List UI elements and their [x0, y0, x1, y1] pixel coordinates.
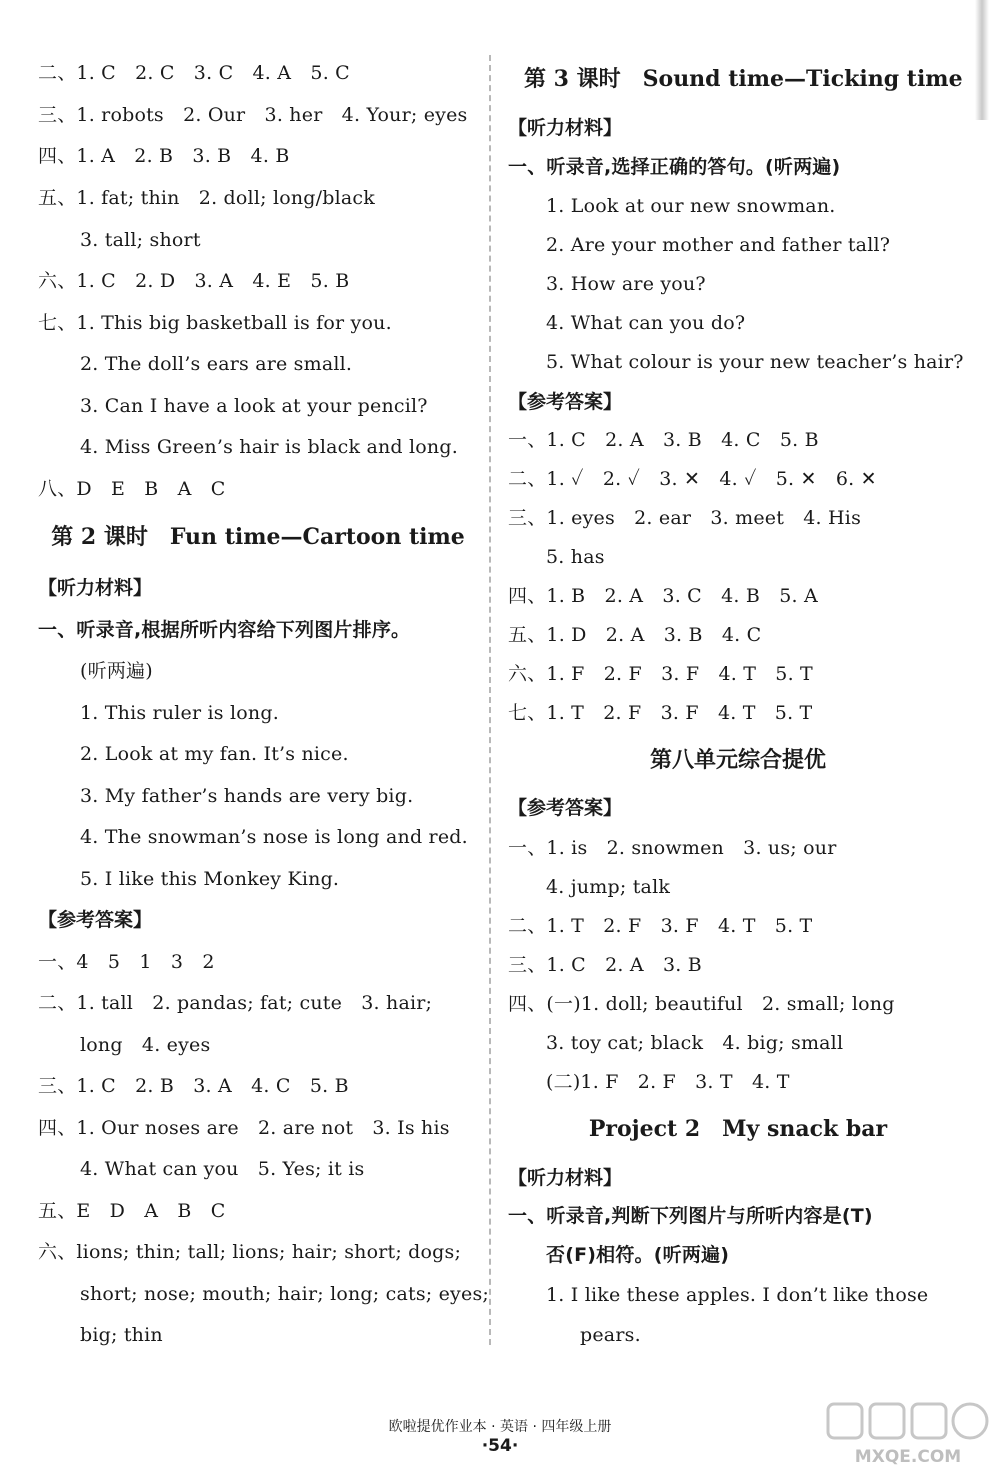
- answer-line: 一、4 5 1 3 2: [38, 951, 215, 973]
- answer-line: 5. has: [546, 546, 605, 568]
- answer-line: 3. toy cat; black 4. big; small: [546, 1032, 844, 1054]
- answer-line: 五、E D A B C: [38, 1200, 226, 1222]
- answer-line: 四、1. Our noses are 2. are not 3. Is his: [38, 1117, 450, 1139]
- listening-item: 3. My father’s hands are very big.: [80, 785, 414, 807]
- answer-line: 2. The doll’s ears are small.: [80, 353, 353, 375]
- question-heading-cont: 否(F)相符。(听两遍): [546, 1244, 730, 1266]
- answer-line: 二、1. ✓ 2. ✓ 3. ✕ 4. ✓ 5. ✕ 6. ✕: [508, 468, 877, 490]
- question-heading: 一、听录音,判断下列图片与所听内容是(T): [508, 1205, 873, 1227]
- answer-line: 一、1. is 2. snowmen 3. us; our: [508, 837, 837, 859]
- answer-line: 一、1. C 2. A 3. B 4. C 5. B: [508, 429, 819, 451]
- listening-item: 4. The snowman’s nose is long and red.: [80, 826, 468, 848]
- answer-line: (二)1. F 2. F 3. T 4. T: [546, 1071, 790, 1093]
- answer-line: 二、1. tall 2. pandas; fat; cute 3. hair;: [38, 992, 433, 1014]
- answer-line: 八、D E B A C: [38, 478, 226, 500]
- section-heading-project-2: Project 2 My snack bar: [588, 1116, 888, 1142]
- answer-line: 4. What can you 5. Yes; it is: [80, 1158, 365, 1180]
- listening-item: 1. I like these apples. I don’t like those: [546, 1284, 929, 1306]
- answer-line: 三、1. eyes 2. ear 3. meet 4. His: [508, 507, 862, 529]
- listening-material-tag: 【听力材料】: [38, 577, 153, 599]
- question-heading: 一、听录音,选择正确的答句。(听两遍): [508, 156, 841, 178]
- answer-line: 三、1. C 2. B 3. A 4. C 5. B: [38, 1075, 349, 1097]
- section-heading-unit-review: 第八单元综合提优: [649, 747, 826, 773]
- answer-line: 五、1. fat; thin 2. doll; long/black: [38, 187, 375, 209]
- listening-material-tag: 【听力材料】: [508, 1167, 623, 1189]
- listening-item: 5. What colour is your new teacher’s hair?: [546, 351, 964, 373]
- section-heading-lesson-2: 第 2 课时 Fun time—Cartoon time: [51, 524, 465, 550]
- reference-answer-tag: 【参考答案】: [508, 391, 623, 413]
- listening-item: 4. What can you do?: [546, 312, 746, 334]
- answer-line: 五、1. D 2. A 3. B 4. C: [508, 624, 762, 646]
- answer-line: 四、1. B 2. A 3. C 4. B 5. A: [508, 585, 818, 607]
- answer-line: long 4. eyes: [80, 1034, 211, 1056]
- answer-line: short; nose; mouth; hair; long; cats; eyes;: [80, 1283, 489, 1305]
- listening-item: 1. This ruler is long.: [80, 702, 279, 724]
- answer-line: 二、1. T 2. F 3. F 4. T 5. T: [508, 915, 813, 937]
- reference-answer-tag: 【参考答案】: [38, 909, 153, 931]
- section-heading-lesson-3: 第 3 课时 Sound time—Ticking time: [524, 66, 963, 92]
- listening-item: 3. How are you?: [546, 273, 706, 295]
- answer-line: 三、1. robots 2. Our 3. her 4. Your; eyes: [38, 104, 468, 126]
- listening-item: 2. Look at my fan. It’s nice.: [80, 743, 349, 765]
- answer-line: 七、1. T 2. F 3. F 4. T 5. T: [508, 702, 813, 724]
- page-number: ·54·: [481, 1436, 519, 1456]
- answer-line: 4. jump; talk: [546, 876, 671, 898]
- page-edge-shadow: [975, 0, 989, 120]
- answer-line: 六、1. C 2. D 3. A 4. E 5. B: [38, 270, 350, 292]
- watermark-text: MXQE.COM: [854, 1447, 962, 1466]
- reference-answer-tag: 【参考答案】: [508, 797, 623, 819]
- answer-line: 四、1. A 2. B 3. B 4. B: [38, 145, 290, 167]
- page-footer: 欧啦提优作业本 · 英语 · 四年级上册: [388, 1419, 612, 1435]
- watermark-logo-icon: [822, 1400, 994, 1466]
- answer-line: 3. tall; short: [80, 229, 201, 251]
- listening-item: 5. I like this Monkey King.: [80, 868, 340, 890]
- listening-item: pears.: [580, 1324, 641, 1346]
- answer-line: 3. Can I have a look at your pencil?: [80, 395, 428, 417]
- answer-line: 六、1. F 2. F 3. F 4. T 5. T: [508, 663, 813, 685]
- answer-line: 三、1. C 2. A 3. B: [508, 954, 702, 976]
- answer-line: 二、1. C 2. C 3. C 4. A 5. C: [38, 62, 350, 84]
- question-heading: 一、听录音,根据所听内容给下列图片排序。: [38, 619, 411, 641]
- answer-line: 四、(一)1. doll; beautiful 2. small; long: [508, 993, 895, 1015]
- answer-line: 4. Miss Green’s hair is black and long.: [80, 436, 458, 458]
- answer-line: big; thin: [80, 1324, 163, 1346]
- question-note: (听两遍): [80, 660, 153, 682]
- answer-line: 六、lions; thin; tall; lions; hair; short; dogs;: [38, 1241, 462, 1263]
- listening-item: 2. Are your mother and father tall?: [546, 234, 891, 256]
- column-divider: [489, 55, 491, 1345]
- listening-item: 1. Look at our new snowman.: [546, 195, 836, 217]
- listening-material-tag: 【听力材料】: [508, 117, 623, 139]
- answer-line: 七、1. This big basketball is for you.: [38, 312, 392, 334]
